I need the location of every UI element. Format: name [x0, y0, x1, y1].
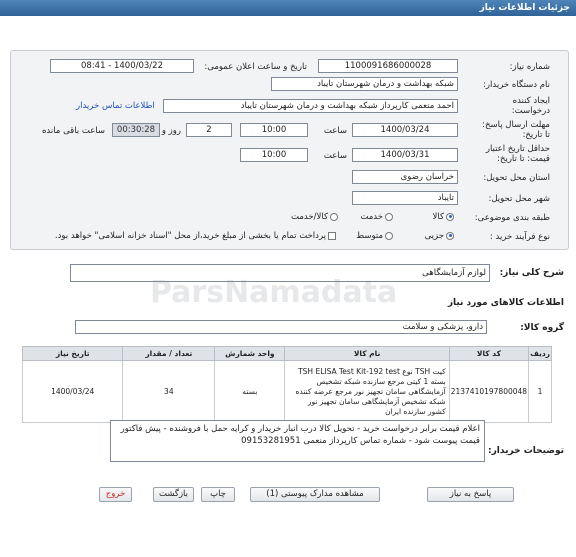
- reply-time-field: 10:00: [240, 123, 308, 137]
- creator-label: ایجاد کننده درخواست:: [511, 96, 550, 116]
- summary-label: شرح کلی نیاز:: [499, 268, 564, 278]
- goods-group-label: گروه کالا:: [520, 323, 564, 333]
- cell-row: 1: [529, 361, 552, 423]
- radio-selected-icon: [446, 232, 454, 240]
- need-number-field: 1100091686000028: [318, 59, 458, 73]
- category-option-goods[interactable]: کالا: [433, 212, 454, 222]
- notes-label: توضیحات خریدار:: [488, 446, 564, 456]
- purchase-type-minor[interactable]: جزیی: [425, 231, 454, 241]
- goods-group-field: دارو، پزشکی و سلامت: [75, 320, 487, 334]
- exit-button[interactable]: خروج: [99, 487, 132, 502]
- table-row[interactable]: [23, 361, 552, 423]
- cell-date: 1400/03/24: [23, 361, 123, 423]
- category-option-both[interactable]: کالا/خدمت: [291, 212, 338, 222]
- checkbox-icon: [328, 232, 336, 240]
- col-name: نام کالا: [285, 347, 449, 361]
- goods-section-title: اطلاعات کالاهای مورد نیاز: [447, 298, 564, 308]
- price-time-label: ساعت: [323, 151, 347, 161]
- reply-date-field: 1400/03/24: [352, 123, 458, 137]
- col-row: ردیف: [529, 347, 552, 361]
- watermark: ParsNamadata: [150, 275, 398, 310]
- need-number-label: شماره نیاز:: [509, 62, 550, 72]
- purchase-type-medium[interactable]: متوسط: [356, 231, 393, 241]
- days-field: 2: [186, 123, 232, 137]
- purchase-type-label: نوع فرآیند خرید :: [489, 232, 550, 242]
- announce-date-label: تاریخ و ساعت اعلان عمومی:: [204, 62, 307, 72]
- print-button[interactable]: چاپ: [201, 487, 235, 502]
- notes-field: اعلام قیمت برابر درخواست خرید - تحویل کالا درب انبار خریدار و کرایه حمل با فروشنده - پیش فاکتور قیمت پیوست شود - شماره تماس کارپرداز منعمی 09153281951: [110, 420, 485, 462]
- treasury-payment-checkbox[interactable]: پرداخت تمام یا بخشی از مبلغ خرید،از محل "اسناد خزانه اسلامی" خواهد بود.: [55, 231, 336, 241]
- price-validity-label: حداقل تاریخ اعتبار قیمت: تا تاریخ:: [485, 144, 550, 164]
- delivery-province-label: استان محل تحویل:: [483, 173, 550, 183]
- col-code: کد کالا: [449, 347, 528, 361]
- radio-icon: [330, 213, 338, 221]
- delivery-city-field: تایباد: [352, 191, 458, 205]
- reply-button[interactable]: پاسخ به نیاز: [427, 487, 514, 502]
- category-label: طبقه بندی موضوعی:: [474, 213, 550, 223]
- view-attachments-button[interactable]: مشاهده مدارک پیوستی (1): [250, 487, 380, 502]
- goods-table: [22, 346, 552, 423]
- page-header: جزئیات اطلاعات نیاز: [0, 0, 576, 16]
- remaining-timer: 00:30:28: [112, 123, 160, 137]
- radio-icon: [385, 213, 393, 221]
- table-header-row: [23, 347, 552, 361]
- back-button[interactable]: بازگشت: [153, 487, 194, 502]
- cell-qty: 34: [123, 361, 215, 423]
- announce-date-field: 1400/03/22 - 08:41: [50, 59, 194, 73]
- remaining-label: ساعت باقی مانده: [41, 126, 105, 136]
- cell-code: 2137410197800048: [449, 361, 528, 423]
- col-unit: واحد شمارش: [215, 347, 285, 361]
- buyer-org-field: شبکه بهداشت و درمان شهرستان تایباد: [271, 77, 458, 91]
- creator-field: احمد منعمی کارپرداز شبکه بهداشت و درمان شهرستان تایباد: [163, 99, 458, 113]
- reply-deadline-label: مهلت ارسال پاسخ: تا تاریخ:: [482, 120, 550, 140]
- reply-time-label: ساعت: [323, 126, 347, 136]
- buyer-org-label: نام دستگاه خریدار:: [483, 80, 550, 90]
- cell-name: کیت TSH نوع TSH ELISA Test Kit-192 test بسته 1 کیتی مرجع سازنده شبکه تشخیص آزمایشگاهی سامان تجهیز نور مرجع عرضه کننده شبکه تشخیص آزمایشگاهی سامان تجهیز نور کشور سازنده ایران: [285, 361, 449, 423]
- delivery-province-field: خراسان رضوی: [352, 170, 458, 184]
- buyer-contact-link[interactable]: اطلاعات تماس خریدار: [76, 101, 155, 111]
- price-time-field: 10:00: [240, 148, 308, 162]
- radio-icon: [385, 232, 393, 240]
- category-option-service[interactable]: خدمت: [360, 212, 393, 222]
- col-date: تاریخ نیاز: [23, 347, 123, 361]
- col-qty: تعداد / مقدار: [123, 347, 215, 361]
- delivery-city-label: شهر محل تحویل:: [488, 194, 550, 204]
- summary-field: لوازم آزمایشگاهی: [70, 264, 490, 282]
- price-date-field: 1400/03/31: [352, 148, 458, 162]
- cell-unit: بسته: [215, 361, 285, 423]
- days-label: روز و: [161, 126, 181, 136]
- radio-selected-icon: [446, 213, 454, 221]
